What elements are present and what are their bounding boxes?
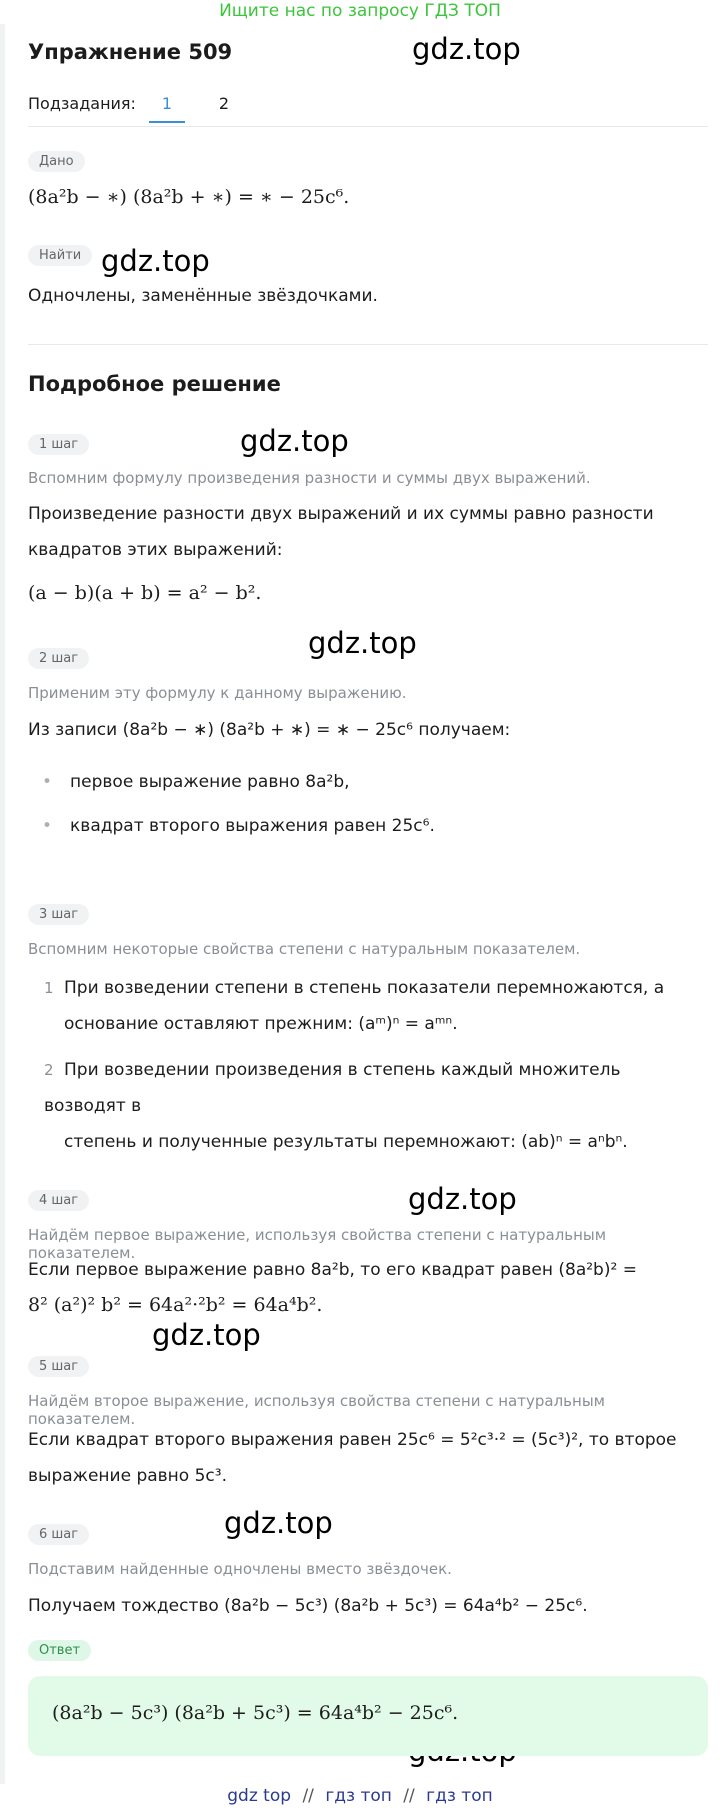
find-badge: Найти [28,245,92,266]
list-item [44,1052,704,1160]
watermark: gdz.top [152,1318,261,1352]
step-badge: 3 шаг [28,904,89,925]
bullet-icon: • [42,772,53,792]
list-item [42,816,435,836]
footer-link[interactable]: gdz top [227,1786,292,1806]
list-item [42,772,350,792]
list-item [44,970,704,1042]
footer-separator: // [403,1786,415,1806]
list-number: 1 [44,979,54,997]
list-item-text: квадрат второго выражения равен 25c⁶. [70,816,435,836]
footer-link[interactable]: гдз топ [426,1786,493,1806]
step-text: Получаем тождество (8a²b − 5c³) (8a²b + 5c³) = 64a⁴b² − 25c⁶. [28,1596,588,1616]
list-item-line: При возведении степени в степень показатели перемножаются, а [64,978,665,998]
step-badge: 2 шаг [28,648,89,669]
step-hint: Найдём первое выражение, используя свойства степени с натуральным показателем. [28,1226,607,1262]
left-rule [0,24,5,1784]
watermark: gdz.top [101,244,210,278]
footer-separator: // [302,1786,314,1806]
footer-link[interactable]: гдз топ [325,1786,392,1806]
answer-formula: (8a²b − 5c³) (8a²b + 5c³) = 64a⁴b² − 25c⁶. [52,1702,459,1724]
solution-title: Подробное решение [28,372,281,396]
tab-subtask-1[interactable]: 1 [149,94,185,123]
step-hint: Найдём второе выражение, используя свойства степени с натуральным показателем. [28,1392,605,1428]
step-text: Если квадрат второго выражения равен 25c⁶ = 5²c³·² = (5c³)², то второе [28,1430,677,1450]
watermark: gdz.top [240,424,349,458]
bullet-icon: • [42,816,53,836]
given-badge: Дано [28,151,85,172]
step-badge: 5 шаг [28,1356,89,1377]
given-formula: (8a²b − ∗) (8a²b + ∗) = ∗ − 25c⁶. [28,186,350,208]
list-item-line: степень и полученные результаты перемножают: (ab)ⁿ = aⁿbⁿ. [64,1132,628,1152]
list-item-line: При возведении произведения в степень каждый множитель возводят в [44,1060,621,1116]
watermark: gdz.top [408,1182,517,1216]
watermark: gdz.top [224,1506,333,1540]
step-text: Произведение разности двух выражений и их суммы равно разности квадратов этих выражений: [28,504,654,560]
footer-links [0,1786,720,1806]
step-hint: Вспомним формулу произведения разности и суммы двух выражений. [28,469,591,487]
step-hint: Применим эту формулу к данному выражению. [28,684,407,702]
answer-box [28,1676,708,1756]
step-formula: 8² (a²)² b² = 64a²·²b² = 64a⁴b². [28,1294,323,1316]
subtasks-label: Подзадания: [28,94,136,113]
watermark: gdz.top [308,626,417,660]
step-formula: (a − b)(a + b) = a² − b². [28,582,262,604]
find-text: Одночлены, заменённые звёздочками. [28,286,378,306]
step-text: выражение равно 5c³. [28,1466,227,1486]
top-banner[interactable]: Ищите нас по запросу ГДЗ ТОП [219,1,501,21]
page-title: Упражнение 509 [28,40,233,64]
step-badge: 6 шаг [28,1524,89,1545]
step-hint: Вспомним некоторые свойства степени с натуральным показателем. [28,940,581,958]
step-badge: 1 шаг [28,434,89,455]
step-badge: 4 шаг [28,1190,89,1211]
step-text: Из записи (8a²b − ∗) (8a²b + ∗) = ∗ − 25c⁶ получаем: [28,720,511,740]
list-item-text: первое выражение равно 8a²b, [70,772,350,792]
tab-subtask-2[interactable]: 2 [218,94,230,113]
divider [28,344,708,345]
list-item-line: основание оставляют прежним: (aᵐ)ⁿ = aᵐⁿ. [64,1014,458,1034]
subtasks-tabs [28,94,708,127]
answer-badge: Ответ [28,1640,91,1661]
watermark: gdz.top [412,32,521,66]
list-number: 2 [44,1061,54,1079]
step-hint: Подставим найденные одночлены вместо звёздочек. [28,1560,452,1578]
step-text: Если первое выражение равно 8a²b, то его квадрат равен (8a²b)² = [28,1260,637,1280]
